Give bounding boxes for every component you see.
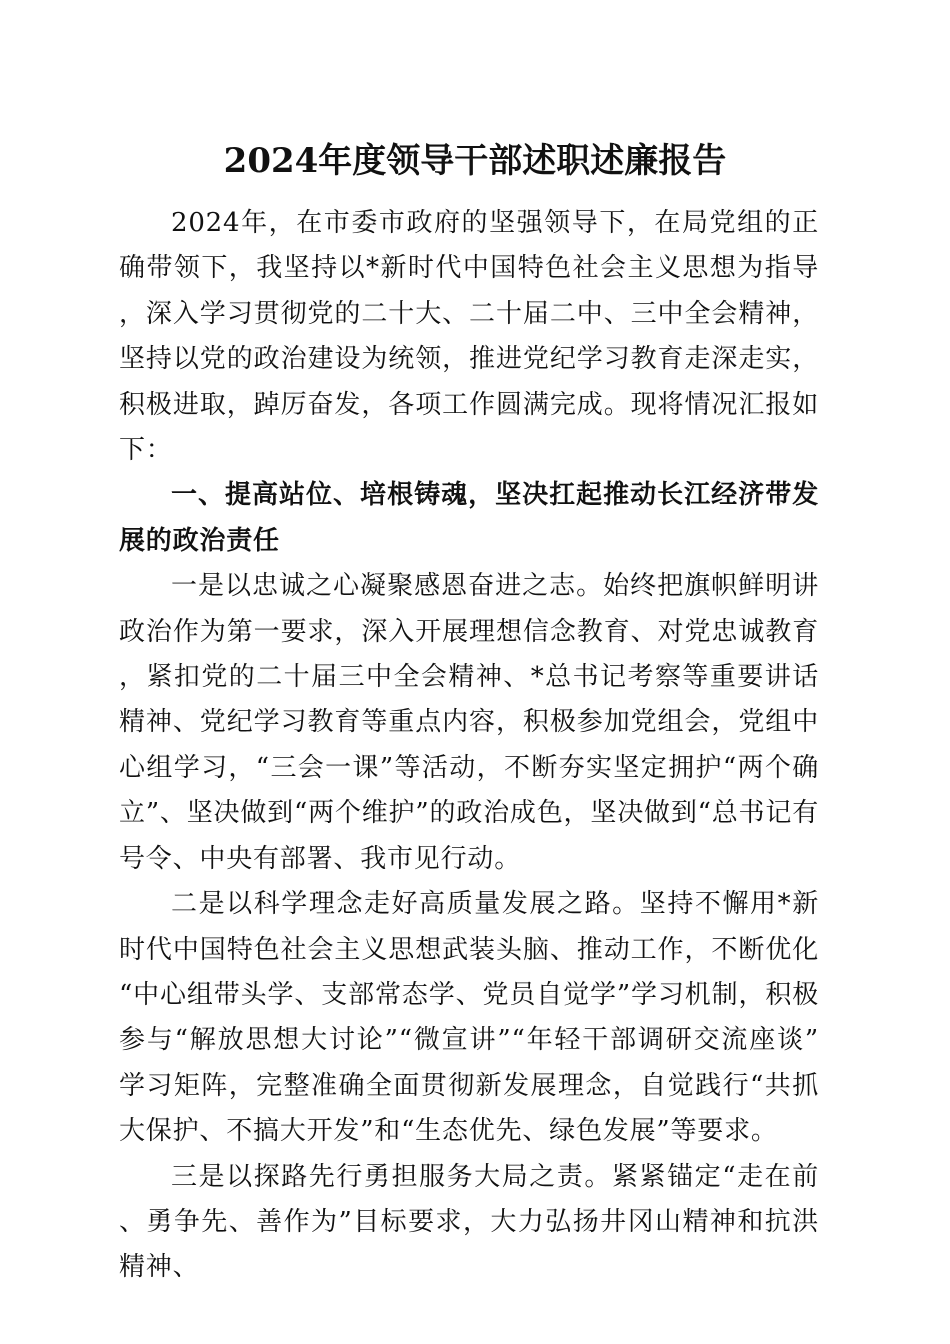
body-paragraph-3: 三是以探路先行勇担服务大局之责。紧紧锚定“走在前、勇争先、善作为”目标要求，大力弘扬井冈山精神和抗洪精神、 — [119, 1161, 819, 1283]
section-heading-1: 一、提高站位、培根铸魂，坚决扛起推动长江经济带发展的政治责任 — [119, 480, 819, 556]
document-body — [119, 201, 819, 1291]
document-title: 2024年度领导干部述职述廉报告 — [223, 141, 727, 181]
body-paragraph-2: 二是以科学理念走好高质量发展之路。坚持不懈用*新时代中国特色社会主义思想武装头脑、推动工作，不断优化“中心组带头学、支部常态学、党员自觉学”学习机制，积极参与“解放思想大讨论”“微宣讲”“年轻干部调研交流座谈”学习矩阵，完整准确全面贯彻新发展理念，自觉践行“共抓大保护、不搞大开发”和“生态优先、绿色发展”等要求。 — [119, 889, 819, 1147]
intro-paragraph: 2024年，在市委市政府的坚强领导下，在局党组的正确带领下，我坚持以*新时代中国特色社会主义思想为指导，深入学习贯彻党的二十大、二十届二中、三中全会精神，坚持以党的政治建设为统领，推进党纪学习教育走深走实，积极进取，踔厉奋发，各项工作圆满完成。现将情况汇报如下： — [119, 208, 819, 466]
body-paragraph-1: 一是以忠诚之心凝聚感恩奋进之志。始终把旗帜鲜明讲政治作为第一要求，深入开展理想信念教育、对党忠诚教育，紧扣党的二十届三中全会精神、*总书记考察等重要讲话精神、党纪学习教育等重点内容，积极参加党组会，党组中心组学习，“三会一课”等活动，不断夯实坚定拥护“两个确立”、坚决做到“两个维护”的政治成色，坚决做到“总书记有号令、中央有部署、我市见行动。 — [119, 571, 819, 874]
